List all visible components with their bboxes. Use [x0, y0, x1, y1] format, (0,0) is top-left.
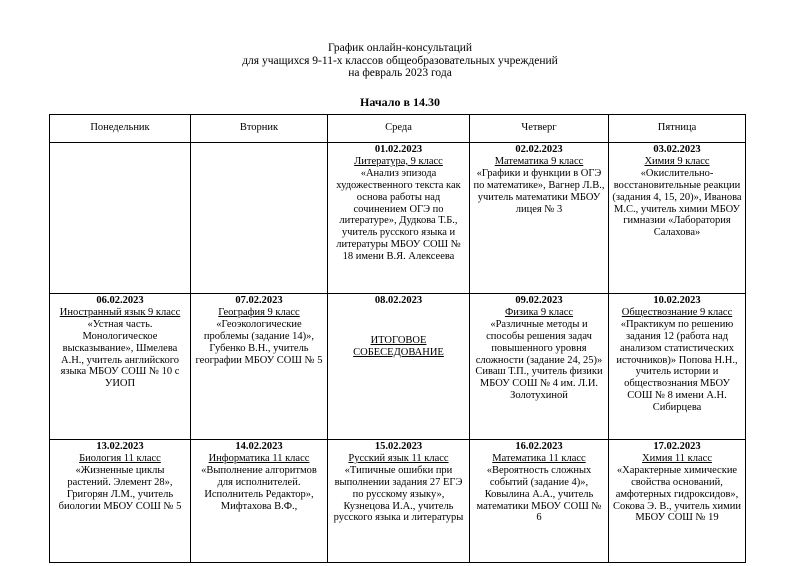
cell-date: 01.02.2023 [374, 144, 423, 155]
cell-subject: География 9 класс [218, 306, 300, 318]
cell-body: «Выполнение алгоритмов для исполнителей. Исполнитель Редактор», Мифтахова В.Ф., [201, 464, 317, 512]
start-time: Начало в 14.30 [360, 95, 440, 109]
cell-date: 10.02.2023 [653, 295, 701, 306]
cell-subject: Русский язык 11 класс [348, 452, 449, 464]
schedule-cell [191, 294, 328, 440]
cell-date: 13.02.2023 [96, 441, 144, 452]
schedule-cell [328, 143, 470, 294]
schedule-cell [609, 143, 746, 294]
cell-body: «Графики и функции в ОГЭ по математике», Вагнер Л.В., учитель математики МБОУ лицея № 3 [473, 167, 605, 215]
cell-empty [50, 143, 191, 294]
col-monday: Понедельник [50, 115, 191, 143]
header-row [50, 115, 746, 143]
cell-body: «Практикум по решению задания 12 (работа над анализом статистических источников)» Попова Н.Н., учитель истории и обществознания МБОУ СОШ № 8 имени А.Н. Сибирцева [616, 318, 738, 414]
cell-subject: Химия 11 класс [642, 452, 712, 464]
schedule-cell [50, 294, 191, 440]
cell-body: «Вероятность сложных событий (задание 4)», Ковылина А.А., учитель математики МБОУ СОШ № 6 [476, 464, 602, 524]
cell-date: 07.02.2023 [235, 295, 283, 306]
cell-subject: Иностранный язык 9 класс [59, 306, 181, 318]
cell-date: 02.02.2023 [515, 144, 563, 155]
schedule-cell [328, 294, 470, 440]
schedule-cell [470, 143, 609, 294]
cell-date: 08.02.2023 [374, 295, 423, 306]
schedule-cell [191, 440, 328, 563]
cell-date: 06.02.2023 [96, 295, 144, 306]
table-row [50, 294, 746, 440]
schedule-cell [50, 440, 191, 563]
cell-date: 14.02.2023 [235, 441, 283, 452]
schedule-cell [328, 440, 470, 563]
cell-subject: Химия 9 класс [644, 155, 710, 167]
schedule-cell [470, 440, 609, 563]
cell-subject: Литература, 9 класс [354, 155, 443, 167]
col-wednesday: Среда [328, 115, 470, 143]
schedule-cell [470, 294, 609, 440]
cell-body: «Окислительно-восстановительные реакции (задания 4, 15, 20)», Иванова М.С., учитель химии МБОУ гимназии «Лаборатория Салахова» [612, 167, 742, 239]
cell-body: «Различные методы и способы решения задач повышенного уровня сложности (задание 24, 25)» Сиваш Т.П., учитель физики МБОУ СОШ № 4 им. Л.И. Золотухиной [475, 318, 603, 402]
cell-subject: Обществознание 9 класс [621, 306, 733, 318]
col-thursday: Четверг [470, 115, 609, 143]
cell-date: 16.02.2023 [515, 441, 563, 452]
title-line-3: на февраль 2023 года [348, 67, 452, 79]
cell-body: ИТОГОВОЕ СОБЕСЕДОВАНИЕ [353, 334, 444, 358]
cell-body: «Геоэкологические проблемы (задание 14)», Губенко В.Н., учитель географии МБОУ СОШ № 5 [195, 318, 323, 366]
cell-date: 17.02.2023 [653, 441, 701, 452]
cell-empty [191, 143, 328, 294]
cell-date: 03.02.2023 [653, 144, 701, 155]
cell-body: «Жизненные циклы растений. Элемент 28», Григорян Л.М., учитель биологии МБОУ СОШ № 5 [58, 464, 182, 512]
schedule-table [49, 114, 746, 563]
cell-body: «Анализ эпизода художественного текста как основа работы над сочинением ОГЭ по литературе», Дудкова Т.Б., учитель русского языка и литературы МБОУ СОШ № 18 имени В.Я. Алексеева [336, 167, 461, 263]
title-line-1: График онлайн-консультаций [327, 42, 473, 54]
cell-subject: Физика 9 класс [504, 306, 574, 318]
cell-body: «Устная часть. Монологическое высказывание», Шмелева А.Н., учитель английского языка МБОУ СОШ № 10 с УИОП [60, 318, 180, 390]
cell-subject: Математика 11 класс [492, 452, 586, 464]
col-friday: Пятница [609, 115, 746, 143]
schedule-cell [609, 294, 746, 440]
cell-subject: Биология 11 класс [79, 452, 161, 464]
cell-body: «Типичные ошибки при выполнении задания 27 ЕГЭ по русскому языку», Кузнецова И.А., учитель русского языка и литературы [333, 464, 464, 524]
cell-body: «Характерные химические свойства оснований, амфотерных гидроксидов», Сокова Э. В., учитель химии МБОУ СОШ № 19 [612, 464, 742, 524]
schedule-cell [609, 440, 746, 563]
document-title [0, 42, 800, 80]
cell-date: 09.02.2023 [515, 295, 563, 306]
cell-subject: Математика 9 класс [494, 155, 584, 167]
table-row [50, 143, 746, 294]
col-tuesday: Вторник [191, 115, 328, 143]
cell-subject: Информатика 11 класс [208, 452, 310, 464]
cell-date: 15.02.2023 [374, 441, 423, 452]
title-line-2: для учащихся 9-11-х классов общеобразовательных учреждений [242, 54, 558, 67]
table-row [50, 440, 746, 563]
